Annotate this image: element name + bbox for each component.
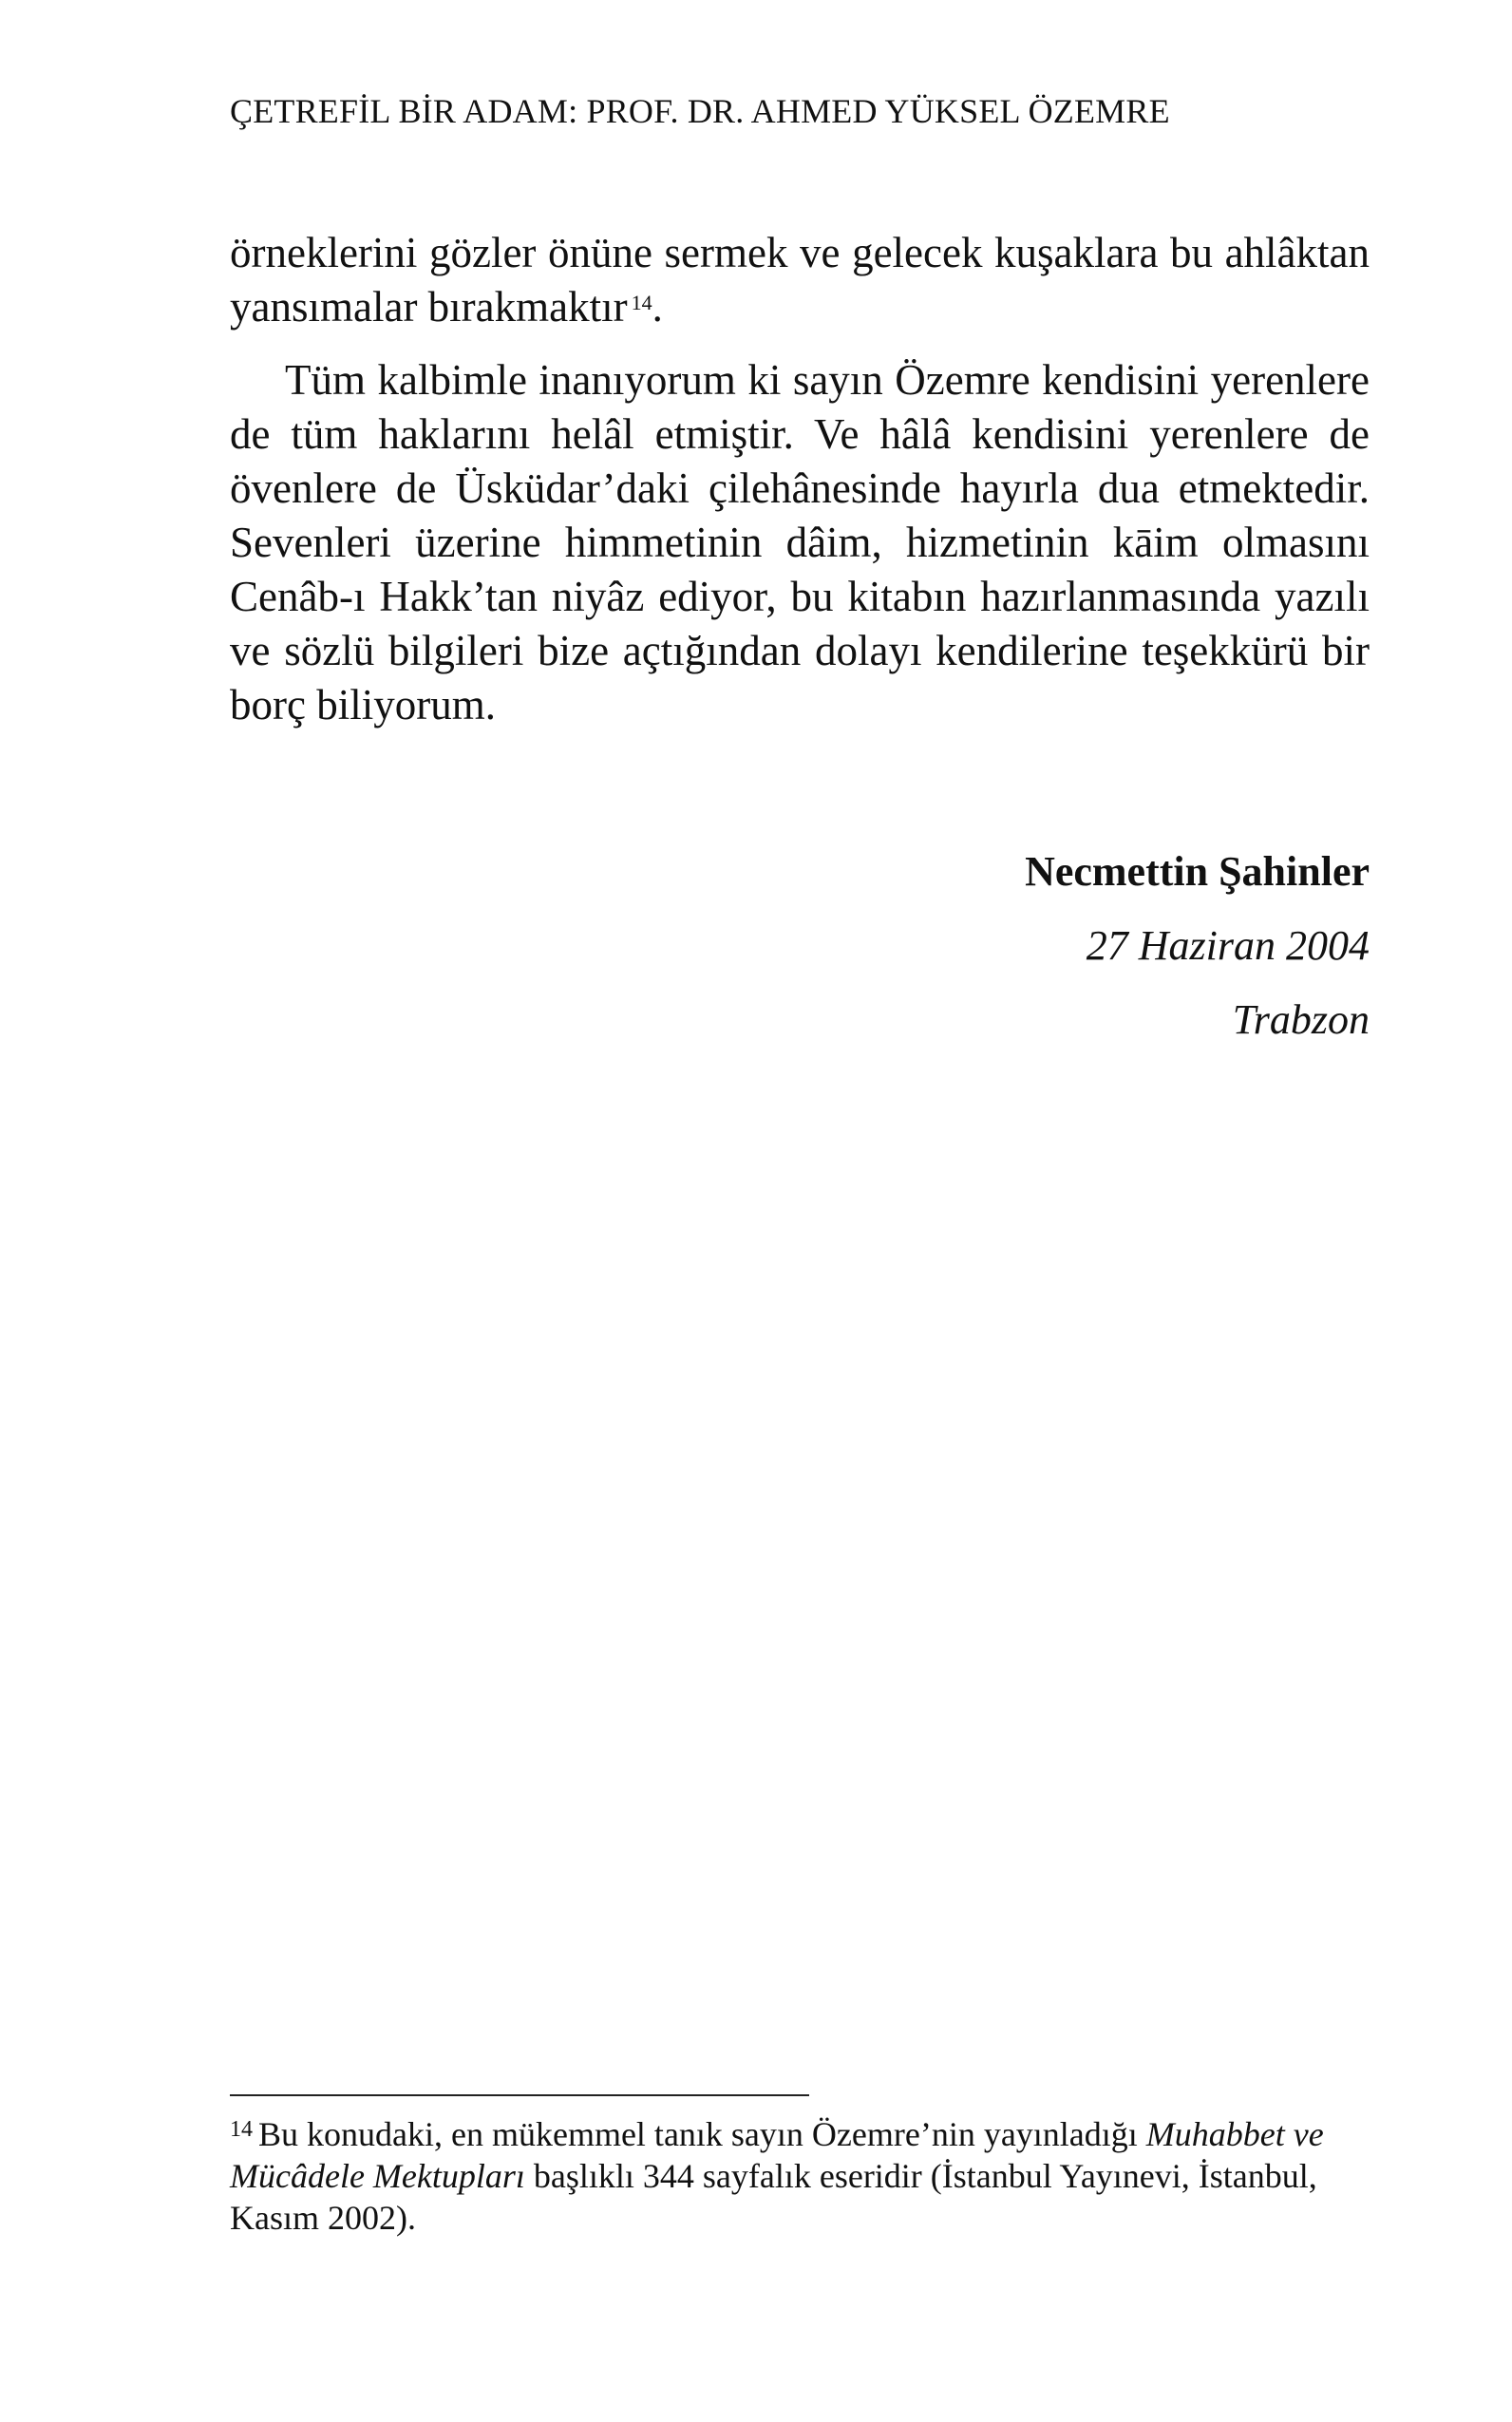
- paragraph-1-text: örneklerini gözler önüne sermek ve gelecek kuşaklara bu ahlâktan yansımalar bırakmaktır: [230, 229, 1370, 331]
- signature-date: 27 Haziran 2004: [1086, 922, 1370, 969]
- body-text: [230, 226, 1370, 732]
- footnote: [230, 2113, 1370, 2239]
- paragraph-2: Tüm kalbimle inanıyorum ki sayın Özemre kendisini yerenlere de tüm haklarını helâl etmiştir. Ve hâlâ kendisini yerenlere de övenlere de Üsküdar’daki çilehânesinde hayırla dua etmektedir. Sevenleri üzerine himmetinin dâim, hizmetinin kāim olmasını Cenâb-ı Hakk’tan niyâz ediyor, bu kitabın hazırlanmasında yazılı ve sözlü bilgileri bize açtığından dolayı kendilerine teşekkürü bir borç biliyorum.: [230, 356, 1370, 728]
- footnote-reference[interactable]: 14: [631, 291, 652, 314]
- signature-place: Trabzon: [1232, 996, 1370, 1043]
- signature-block: [1025, 843, 1370, 1049]
- paragraph-1-end: .: [652, 283, 663, 331]
- paragraph-1: [230, 226, 1370, 334]
- author-name: Necmettin Şahinler: [1025, 848, 1370, 895]
- footnote-number: 14: [230, 2117, 253, 2142]
- footnote-text-after: başlıklı 344 sayfalık eseridir (İstanbul Yayınevi, İstanbul, Kasım 2002).: [230, 2157, 1317, 2237]
- footnote-text-before: Bu konudaki, en mükemmel tanık sayın Özemre’nin yayınladığı: [258, 2115, 1138, 2153]
- footnote-divider: [230, 2094, 809, 2096]
- running-header: ÇETREFİL BİR ADAM: PROF. DR. AHMED YÜKSEL ÖZEMRE: [230, 92, 1170, 130]
- footnote-book-title: Muhabbet ve Mücâdele Mektupları: [230, 2115, 1324, 2195]
